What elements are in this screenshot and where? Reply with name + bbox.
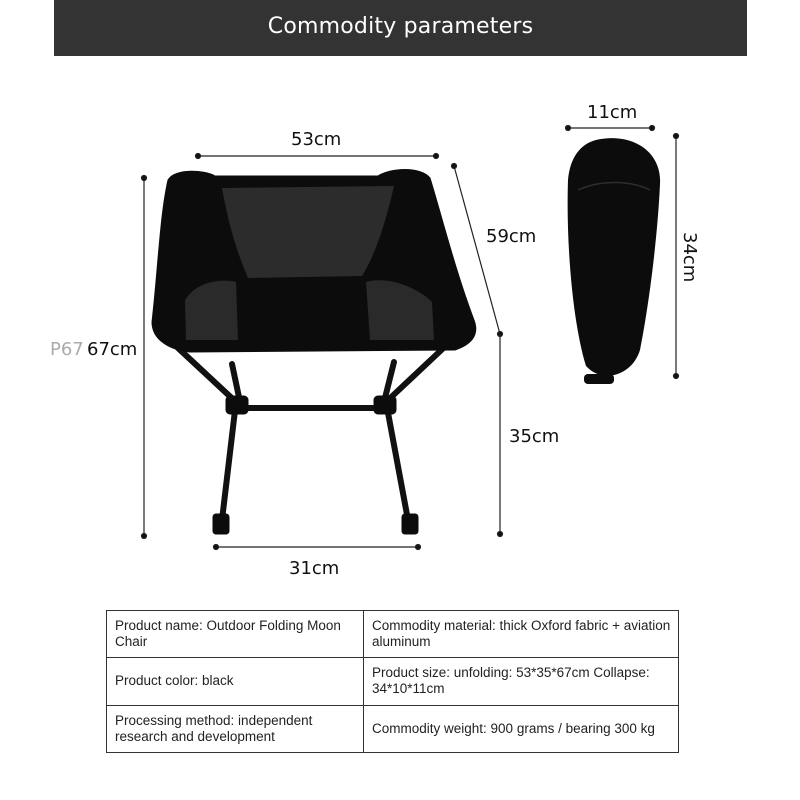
base-width-label: 31cm xyxy=(289,558,340,579)
seat-height-label: 35cm xyxy=(509,426,560,447)
height-artifact-label: Р67 xyxy=(50,339,84,360)
moon-chair xyxy=(152,170,476,535)
spec-size: Product size: unfolding: 53*35*67cm Collapse: 34*10*11cm xyxy=(364,658,679,705)
table-row xyxy=(107,705,679,752)
spec-material: Commodity material: thick Oxford fabric + aviation aluminum xyxy=(364,611,679,658)
spec-product-name: Product name: Outdoor Folding Moon Chair xyxy=(107,611,364,658)
depth-label: 59cm xyxy=(486,226,537,247)
spec-weight: Commodity weight: 900 grams / bearing 300 kg xyxy=(364,705,679,752)
bag-width-label: 11cm xyxy=(587,102,638,123)
bag-length-label: 34cm xyxy=(679,232,700,283)
page-title: Commodity parameters xyxy=(267,14,534,39)
spec-processing: Processing method: independent research and development xyxy=(107,705,364,752)
table-row xyxy=(107,611,679,658)
height-label: 67cm xyxy=(87,339,138,360)
spec-color: Product color: black xyxy=(107,658,364,705)
width-label: 53cm xyxy=(291,129,342,150)
storage-bag xyxy=(568,138,660,384)
table-row xyxy=(107,658,679,705)
specs-table xyxy=(106,610,679,753)
